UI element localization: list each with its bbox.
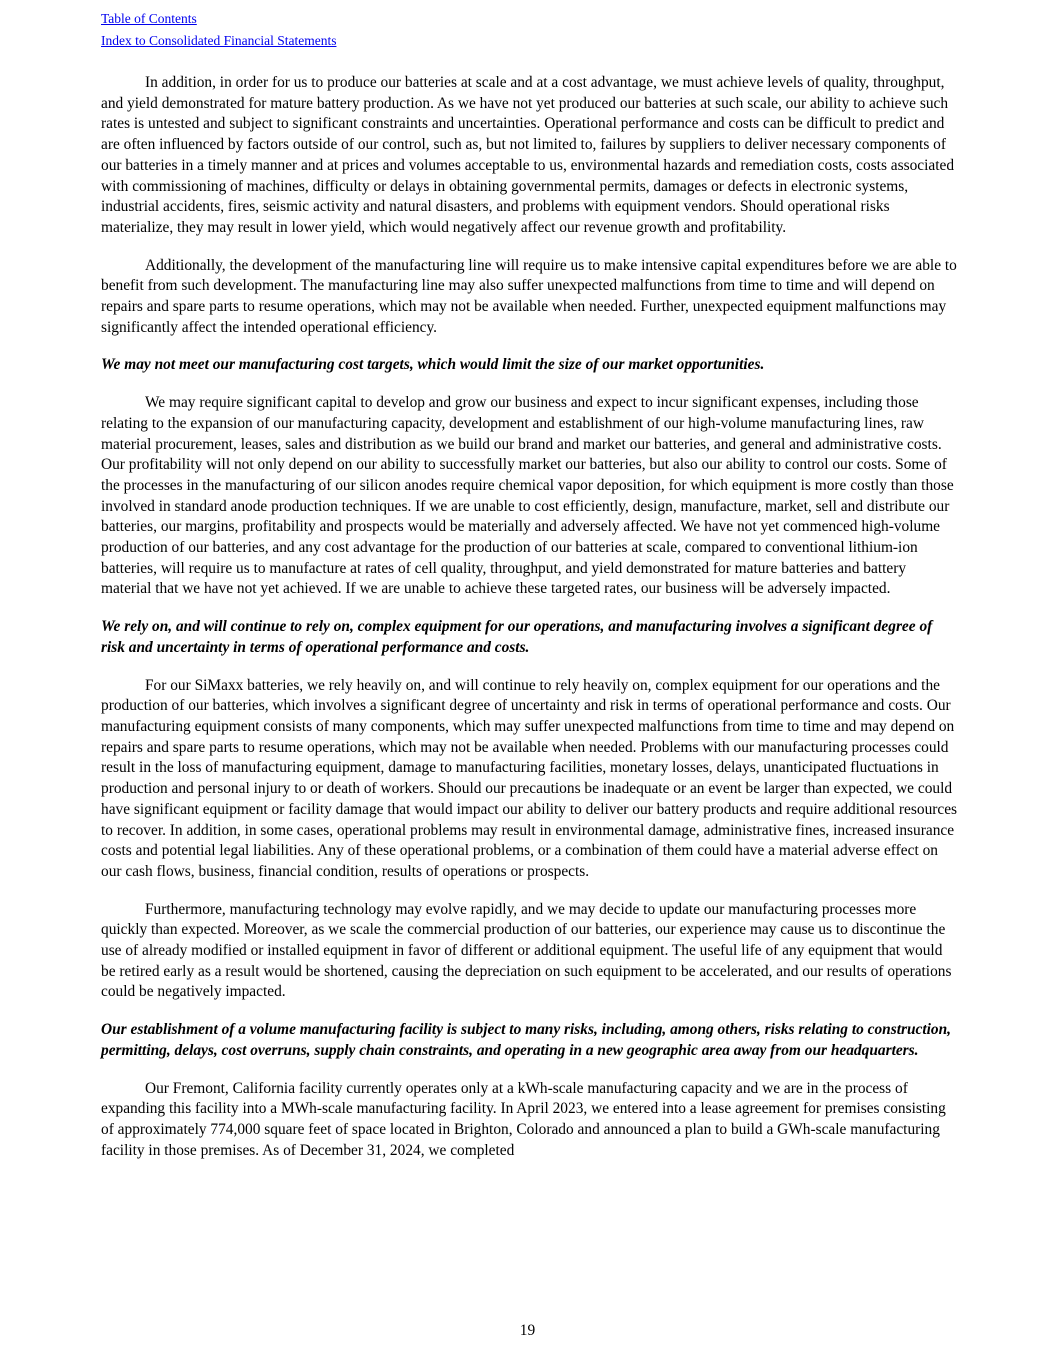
page-number: 19 xyxy=(519,1322,536,1339)
risk-heading-volume-facility: Our establishment of a volume manufacturing facility is subject to many risks, including, among others, risks relating to construction, permitting, delays, cost overruns, supply chain constraints, and operating in a new geographic area away from our headquarters. xyxy=(101,1021,952,1059)
paragraph-production-scale: In addition, in order for us to produce our batteries at scale and at a cost advantage, we must achieve levels of quality, throughput, and yield demonstrated for mature battery production. As we have not yet produced our batteries at such scale, our ability to achieve such rates is untested and subject to significant constraints and uncertainties. Operational performance and costs can be difficult to predict and are often influenced by factors outside of our control, such as, but not limited to, failures by suppliers to deliver necessary components of our batteries in a timely manner and at prices and volumes acceptable to us, environmental hazards and remediation costs, costs associated with commissioning of machines, difficulty or delays in obtaining governmental permits, damages or defects in electronic systems, industrial accidents, fires, seismic activity and natural disasters, and problems with equipment vendors. Should operational risks materialize, they may result in lower yield, which would negatively affect our revenue growth and profitability. xyxy=(101,74,955,236)
table-of-contents-link[interactable]: Table of Contents xyxy=(101,11,197,26)
risk-heading-complex-equipment: We rely on, and will continue to rely on, complex equipment for our operations, and manufacturing involves a significant degree of risk and uncertainty in terms of operational performance and costs. xyxy=(101,618,933,656)
paragraph-fremont-facility: Our Fremont, California facility currently operates only at a kWh-scale manufacturing capacity and we are in the process of expanding this facility into a MWh-scale manufacturing facility. In April 2023, we entered into a lease agreement for premises consisting of approximately 774,000 square feet of space located in Brighton, Colorado and announced a plan to build a GWh-scale manufacturing facility in those premises. As of December 31, 2024, we completed xyxy=(101,1079,946,1159)
paragraph-capital-costs: We may require significant capital to develop and grow our business and expect to incur significant expenses, including those relating to the expansion of our manufacturing capacity, development and establishment of our high-volume manufacturing lines, raw material procurement, leases, sales and distribution as we build our brand and market our batteries, and general and administrative costs. Our profitability will not only depend on our ability to successfully market our batteries, but also our ability to control our costs. Some of the processes in the manufacturing of our silicon anodes require chemical vapor deposition, for which equipment is more costly than those involved in standard anode production techniques. If we are unable to cost efficiently, design, manufacture, market, sell and distribute our batteries, our margins, profitability and prospects would be materially and adversely affected. We have not yet commenced high-volume production of our batteries, and any cost advantage for the production of our batteries at scale, compared to conventional lithium-ion batteries, will require us to manufacture at rates of cell quality, throughput, and yield demonstrated for mature batteries and battery material that we have not yet achieved. If we are unable to achieve these targeted rates, our business will be adversely impacted. xyxy=(101,394,954,598)
paragraph-simaxx-equipment: For our SiMaxx batteries, we rely heavily on, and will continue to rely heavily on, complex equipment for our operations and the production of our batteries, which involves a significant degree of uncertainty and risk in terms of operational performance and costs. Our manufacturing equipment consists of many components, which may suffer unexpected malfunctions from time to time and may depend on repairs and spare parts to resume operations, which may not be available when needed. Problems with our manufacturing processes could result in the loss of manufacturing equipment, damage to manufacturing facilities, monetary losses, delays, unanticipated fluctuations in production and personal injury to or death of workers. Should our precautions be inadequate or an event be larger than expected, we could have significant equipment or facility damage that would impact our ability to deliver our battery products and require additional resources to recover. In addition, in some cases, operational problems may result in environmental damage, administrative fines, increased insurance costs and potential legal liabilities. Any of these operational problems, or a combination of them could have a material adverse effect on our cash flows, business, financial condition, results of operations or prospects. xyxy=(101,676,958,880)
paragraph-manufacturing-line: Additionally, the development of the manufacturing line will require us to make intensive capital expenditures before we are able to benefit from such development. The manufacturing line may also suffer unexpected malfunctions from time to time and will depend on repairs and spare parts to resume operations, which may not be available when needed. Further, unexpected equipment malfunctions may significantly affect the intended operational efficiency. xyxy=(101,256,957,336)
paragraph-manufacturing-technology: Furthermore, manufacturing technology may evolve rapidly, and we may decide to update our manufacturing processes more quickly than expected. Moreover, as we scale the commercial production of our batteries, our experience may cause us to discontinue the use of already modified or installed equipment in favor of different or additional equipment. The useful life of any equipment that would be retired early as a result would be shortened, causing the depreciation on such equipment to be accelerated, and our results of operations could be negatively impacted. xyxy=(101,900,952,1001)
header-nav xyxy=(101,8,336,52)
document-body xyxy=(101,73,959,1178)
index-to-financial-statements-link[interactable]: Index to Consolidated Financial Statements xyxy=(101,33,337,48)
risk-heading-cost-targets: We may not meet our manufacturing cost targets, which would limit the size of our market opportunities. xyxy=(101,356,765,374)
